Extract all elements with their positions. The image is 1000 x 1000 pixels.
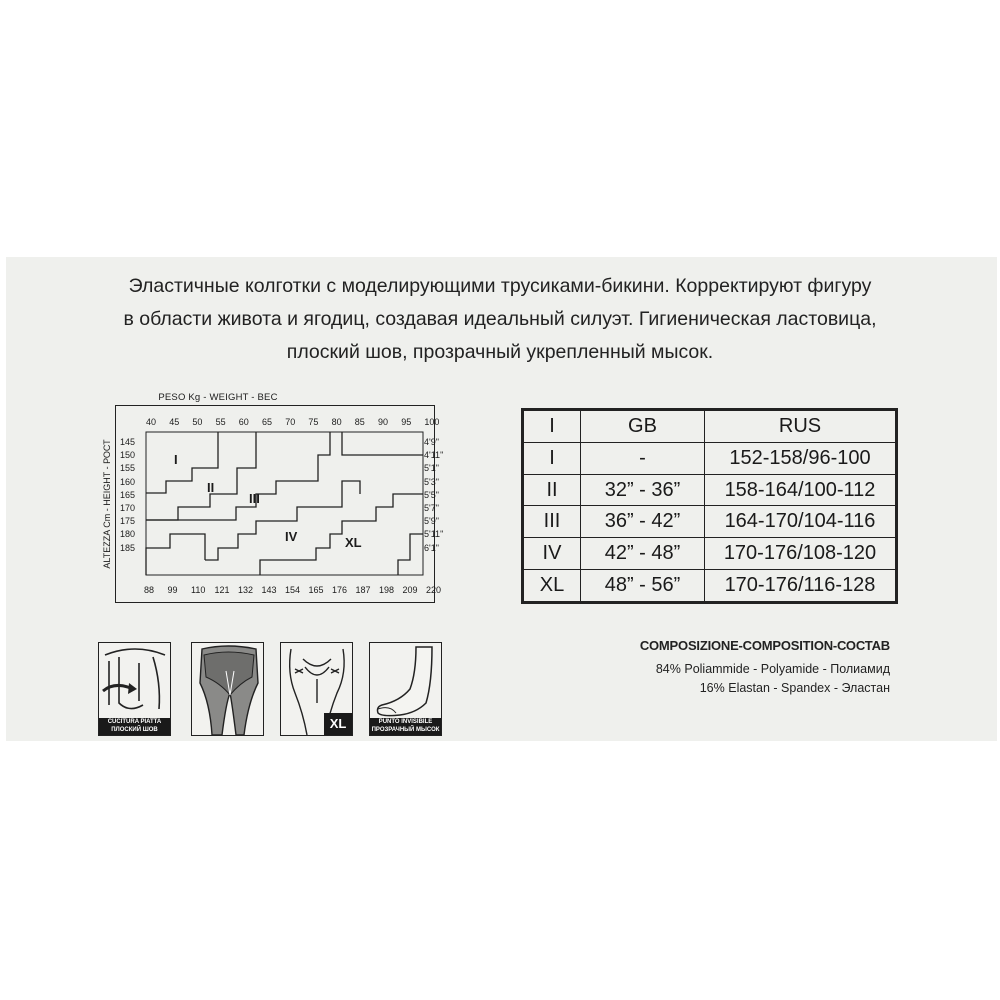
table-cell: 170-176/116-128 [705,570,896,602]
table-cell: III [524,506,581,538]
weight-kg-tick: 100 [424,417,440,427]
height-ft-tick: 6'1" [424,542,439,553]
table-cell: II [524,474,581,506]
table-cell: 42” - 48” [581,538,705,570]
table-cell: IV [524,538,581,570]
table-header-cell: GB [581,411,705,443]
xl-badge: XL [324,713,352,735]
description-line: плоский шов, прозрачный укрепленный мысок. [286,341,714,363]
height-cm-tick: 180 [120,529,136,540]
height-cm-tick: 155 [120,463,136,474]
feature-label: ПРОЗРАЧНЫЙ МЫСОК [371,726,440,733]
weight-kg-tick: 45 [169,417,180,427]
zone-label-iii: III [249,491,260,506]
weight-lb-tick: 220 [426,585,442,595]
height-ft-tick: 5'7" [424,503,439,513]
zone-boundary [398,534,423,575]
height-ft-tick: 5'11" [424,529,444,540]
table-header-row [524,411,896,443]
composition-title: COMPOSIZIONE-COMPOSITION-СОСТАВ [639,638,890,653]
table-cell: 164-170/104-116 [705,506,896,538]
flat-seam-icon [98,642,171,736]
weight-kg-tick: 85 [354,417,365,427]
weight-kg-tick: 80 [331,417,342,427]
table-row [524,538,896,570]
zone-label-i: I [174,452,178,467]
table-row [524,474,896,506]
table-row [524,442,896,474]
zone-boundary [146,432,423,575]
weight-kg-tick: 65 [262,417,273,427]
description-line: в области живота и ягодиц, создавая идеальный силуэт. Гигиеническая ластовица, [123,308,877,330]
zone-boundary [342,432,423,455]
height-cm-tick: 165 [120,489,136,500]
table-header-cell: RUS [705,411,896,443]
weight-kg-tick: 90 [378,417,389,427]
weight-lb-tick: 198 [379,585,395,595]
chart-title: PESO Kg - WEIGHT - ВЕС [158,392,278,403]
composition-polyamide: 84% Poliammide - Polyamide - Полиамид [655,662,890,676]
table-row [524,506,896,538]
zone-label-xl: XL [345,535,362,550]
weight-lb-tick: 187 [355,585,371,595]
table-row [524,570,896,602]
feature-label: CUCITURA PIATTA [107,719,162,725]
weight-kg-tick: 50 [192,417,203,427]
height-cm-tick: 150 [120,450,136,461]
height-cm-tick: 160 [120,476,136,487]
table-header-cell: I [524,411,581,443]
weight-kg-tick: 75 [308,417,319,427]
weight-lb-tick: 99 [167,585,178,595]
height-cm-tick: 170 [120,503,136,513]
weight-lb-tick: 121 [214,585,230,595]
weight-kg-tick: 60 [238,417,249,427]
weight-kg-tick: 40 [146,417,157,427]
table-cell: 48” - 56” [581,570,705,602]
zone-boundary [146,534,205,575]
weight-lb-tick: 165 [308,585,324,595]
composition-elastan: 16% Elastan - Spandex - Эластан [699,681,890,695]
table-cell: I [524,442,581,474]
weight-lb-tick: 88 [144,585,155,595]
zone-label-iv: IV [285,529,298,544]
feature-label: PUNTO INVISIBILE [378,719,433,725]
height-ft-tick: 4'11" [424,450,444,461]
table-cell: 158-164/100-112 [705,474,896,506]
chart-ylabel: ALTEZZA Cm - HEIGHT - РОСТ [102,439,112,569]
invisible-toe-icon [369,642,442,736]
bikini-briefs-icon [191,642,264,736]
feature-label: ПЛОСКИЙ ШОВ [111,726,158,733]
weight-kg-tick: 55 [215,417,226,427]
height-cm-tick: 185 [120,542,136,553]
height-ft-tick: 4'9" [424,437,439,447]
weight-lb-tick: 209 [402,585,418,595]
table-cell: - [581,442,705,474]
weight-kg-tick: 95 [401,417,412,427]
xl-body-icon [280,642,353,736]
height-ft-tick: 5'9" [424,516,439,527]
zone-label-ii: II [207,480,215,495]
weight-lb-tick: 143 [261,585,277,595]
table-cell: 152-158/96-100 [705,442,896,474]
weight-lb-tick: 176 [332,585,348,595]
height-ft-tick: 5'1" [424,463,439,474]
description-line: Эластичные колготки с моделирующими трусиками-бикини. Корректируют фигуру [128,275,872,297]
height-ft-tick: 5'3" [424,476,439,487]
height-cm-tick: 175 [120,516,136,527]
table-cell: 32” - 36” [581,474,705,506]
table-cell: 170-176/108-120 [705,538,896,570]
weight-lb-tick: 132 [238,585,254,595]
weight-lb-tick: 154 [285,585,301,595]
table-cell: 36” - 42” [581,506,705,538]
table-cell: XL [524,570,581,602]
height-cm-tick: 145 [120,437,136,447]
weight-kg-tick: 70 [285,417,296,427]
size-table [521,408,898,604]
weight-lb-tick: 110 [191,585,206,595]
height-ft-tick: 5'5" [424,489,439,500]
